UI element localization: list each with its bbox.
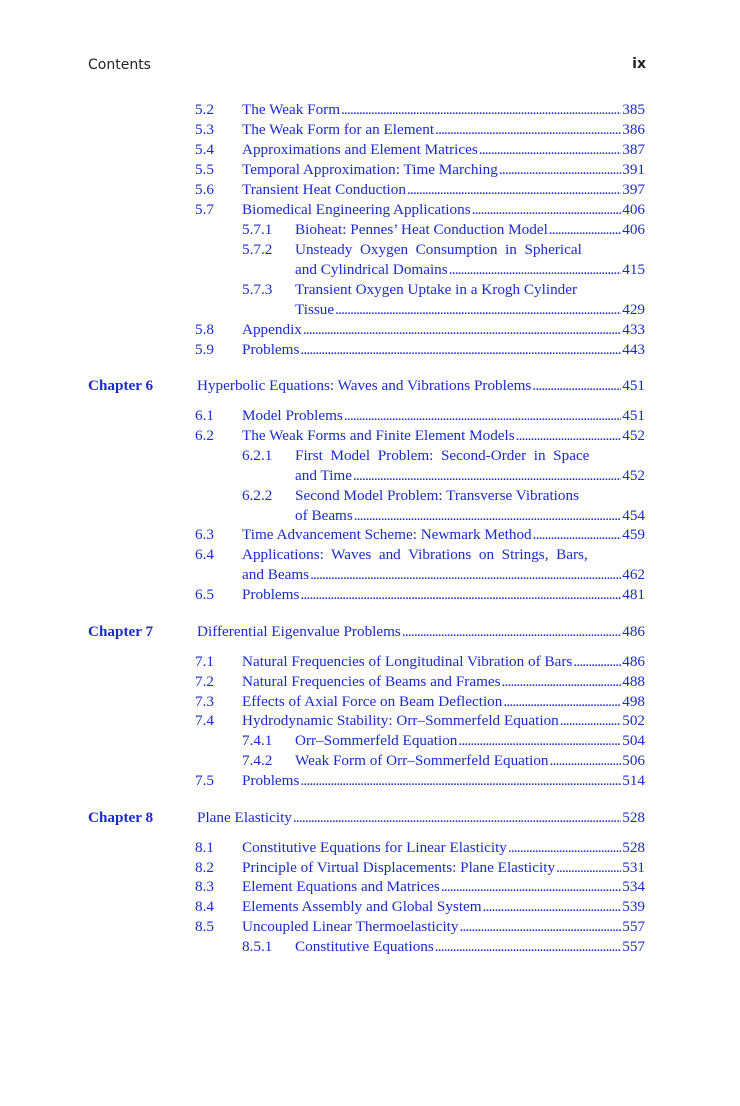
section-title: Weak Form of Orr–Sommerfeld Equation — [295, 752, 549, 769]
section-title: Constitutive Equations for Linear Elasticity — [242, 839, 507, 856]
section-number: 5.5 — [195, 161, 214, 178]
toc-entry-row[interactable] — [0, 937, 740, 957]
dot-leader — [300, 771, 621, 791]
section-number: 8.3 — [195, 878, 214, 895]
page-ref: 531 — [622, 859, 645, 876]
section-title: Appendix — [242, 321, 302, 338]
section-title: and Beams — [242, 566, 310, 583]
page-ref: 429 — [622, 301, 645, 318]
section-number: 7.4 — [195, 712, 214, 729]
dot-leader — [435, 937, 621, 957]
dot-leader — [502, 672, 622, 692]
section-title: Problems — [242, 586, 300, 603]
section-title: Element Equations and Matrices — [242, 878, 440, 895]
dot-leader — [293, 808, 621, 828]
toc-entry-row[interactable] — [0, 897, 740, 917]
section-title: Hydrodynamic Stability: Orr–Sommerfeld Equation — [242, 712, 559, 729]
section-number: 8.4 — [195, 898, 214, 915]
dot-leader — [310, 565, 621, 585]
toc-entry[interactable] — [295, 937, 645, 957]
section-number: 5.6 — [195, 181, 214, 198]
toc-entry-row[interactable] — [0, 406, 740, 426]
section-title: Tissue — [295, 301, 335, 318]
section-number: 6.3 — [195, 526, 214, 543]
section-number: 7.5 — [195, 772, 214, 789]
toc-entry-row[interactable] — [0, 140, 740, 160]
page-ref: 486 — [622, 623, 645, 640]
toc-entry[interactable] — [242, 585, 645, 605]
section-number: 6.2.1 — [242, 447, 273, 464]
section-title: and Time — [295, 467, 352, 484]
toc-entry-row[interactable] — [0, 280, 740, 300]
section-title: Effects of Axial Force on Beam Deflection — [242, 693, 503, 710]
toc-entry-row[interactable] — [0, 160, 740, 180]
page-ref: 514 — [622, 772, 645, 789]
toc-entry-row[interactable] — [0, 100, 740, 120]
page-ref: 451 — [622, 377, 645, 394]
page-ref: 557 — [622, 918, 645, 935]
dot-leader — [300, 585, 621, 605]
toc-entry[interactable] — [242, 406, 645, 426]
page-ref: 462 — [622, 566, 645, 583]
toc-entry[interactable] — [242, 426, 645, 446]
toc-entry[interactable] — [242, 838, 645, 858]
dot-leader — [560, 711, 621, 731]
toc-entry-row[interactable] — [0, 771, 740, 791]
toc-entry-row[interactable] — [0, 838, 740, 858]
toc-entry[interactable] — [242, 160, 645, 180]
toc-entry-row[interactable] — [0, 200, 740, 220]
section-title: Transient Heat Conduction — [242, 181, 406, 198]
section-number: 6.2.2 — [242, 487, 273, 504]
page-ref: 534 — [622, 878, 645, 895]
toc-entry[interactable] — [242, 180, 645, 200]
dot-leader — [532, 376, 621, 396]
toc-entry[interactable] — [242, 525, 645, 545]
toc-chapter-row[interactable] — [0, 622, 740, 642]
dot-leader — [458, 731, 621, 751]
section-number: 6.5 — [195, 586, 214, 603]
section-title: Constitutive Equations — [295, 938, 434, 955]
page-ref: 459 — [622, 526, 645, 543]
toc-entry-row[interactable] — [0, 731, 740, 751]
section-number: 5.9 — [195, 341, 214, 358]
section-title: Natural Frequencies of Beams and Frames — [242, 673, 501, 690]
section-number: 7.3 — [195, 693, 214, 710]
toc-entry-row[interactable] — [0, 220, 740, 240]
toc-entry[interactable] — [242, 692, 645, 712]
section-number: 6.1 — [195, 407, 214, 424]
page-ref: 557 — [622, 938, 645, 955]
section-title: The Weak Form — [242, 101, 341, 118]
toc-entry-row[interactable] — [0, 545, 740, 565]
page-ref: 528 — [622, 809, 645, 826]
page-ref: 481 — [622, 586, 645, 603]
toc-entry-row[interactable] — [0, 585, 740, 605]
toc-entry[interactable] — [242, 771, 645, 791]
toc-entry-row[interactable] — [0, 525, 740, 545]
page-ref: 452 — [622, 427, 645, 444]
section-number: 5.7.2 — [242, 241, 273, 258]
page-ref: 528 — [622, 839, 645, 856]
page-ref: 506 — [622, 752, 645, 769]
dot-leader — [407, 180, 621, 200]
section-title: Temporal Approximation: Time Marching — [242, 161, 498, 178]
toc-entry[interactable] — [197, 376, 645, 396]
page-ref: 386 — [622, 121, 645, 138]
section-title: Principle of Virtual Displacements: Plane Elasticity — [242, 859, 556, 876]
page-number: ix — [632, 56, 646, 72]
page-ref: 433 — [622, 321, 645, 338]
section-number: 7.4.2 — [242, 752, 273, 769]
page-ref: 415 — [622, 261, 645, 278]
dot-leader — [573, 652, 621, 672]
section-number: 5.7.3 — [242, 281, 273, 298]
section-title: Hyperbolic Equations: Waves and Vibrations Problems — [197, 377, 532, 394]
dot-leader — [303, 320, 621, 340]
toc-entry-row[interactable] — [0, 260, 740, 280]
dot-leader — [435, 120, 621, 140]
toc-chapter-row[interactable] — [0, 376, 740, 396]
section-title: Model Problems — [242, 407, 343, 424]
page-ref: 504 — [622, 732, 645, 749]
section-number: 7.2 — [195, 673, 214, 690]
section-number: 8.2 — [195, 859, 214, 876]
toc-entry[interactable] — [242, 652, 645, 672]
dot-leader — [300, 340, 621, 360]
toc-entry-row[interactable] — [0, 320, 740, 340]
dot-leader — [549, 220, 621, 240]
chapter-label: Chapter 6 — [88, 377, 154, 394]
toc-entry-row[interactable] — [0, 565, 740, 585]
section-title: Natural Frequencies of Longitudinal Vibration of Bars — [242, 653, 573, 670]
dot-leader — [533, 525, 622, 545]
section-title: Plane Elasticity — [197, 809, 292, 826]
dot-leader — [550, 751, 622, 771]
page-ref: 498 — [622, 693, 645, 710]
toc-entry[interactable] — [295, 260, 645, 280]
section-number: 5.4 — [195, 141, 214, 158]
toc-entry[interactable] — [242, 897, 645, 917]
running-header-title: Contents — [88, 57, 151, 73]
toc-entry[interactable] — [295, 731, 645, 751]
dot-leader — [479, 140, 621, 160]
section-title-line: First Model Problem: Second-Order in Space — [295, 447, 590, 464]
section-number: 8.5.1 — [242, 938, 273, 955]
dot-leader — [354, 506, 621, 526]
page-ref: 443 — [622, 341, 645, 358]
dot-leader — [353, 466, 621, 486]
section-title: Differential Eigenvalue Problems — [197, 623, 401, 640]
section-title: and Cylindrical Domains — [295, 261, 448, 278]
page-ref: 391 — [622, 161, 645, 178]
section-title-line: Second Model Problem: Transverse Vibrations — [295, 487, 579, 504]
section-title: The Weak Forms and Finite Element Models — [242, 427, 515, 444]
chapter-label: Chapter 7 — [88, 623, 154, 640]
dot-leader — [460, 917, 622, 937]
toc-entry-row[interactable] — [0, 120, 740, 140]
dot-leader — [508, 838, 621, 858]
toc-entry[interactable] — [242, 858, 645, 878]
toc-entry-row[interactable] — [0, 877, 740, 897]
toc-entry[interactable] — [295, 466, 645, 486]
toc-entry[interactable] — [242, 877, 645, 897]
page-ref: 452 — [622, 467, 645, 484]
toc-entry[interactable] — [197, 622, 645, 642]
toc-entry-row[interactable] — [0, 506, 740, 526]
toc-entry-row[interactable] — [0, 446, 740, 466]
toc-entry-row[interactable] — [0, 858, 740, 878]
section-title: The Weak Form for an Element — [242, 121, 435, 138]
toc-entry[interactable] — [242, 320, 645, 340]
toc-entry-row[interactable] — [0, 672, 740, 692]
dot-leader — [402, 622, 621, 642]
section-title-line: Applications: Waves and Vibrations on Strings, Bars, — [242, 546, 588, 563]
chapter-label: Chapter 8 — [88, 809, 154, 826]
page-ref: 539 — [622, 898, 645, 915]
toc-entry[interactable] — [295, 751, 645, 771]
section-title: Elements Assembly and Global System — [242, 898, 482, 915]
section-number: 5.7 — [195, 201, 214, 218]
toc-chapter-row[interactable] — [0, 808, 740, 828]
dot-leader — [483, 897, 622, 917]
toc-entry[interactable] — [242, 917, 645, 937]
section-title: Bioheat: Pennes’ Heat Conduction Model — [295, 221, 548, 238]
section-title: Approximations and Element Matrices — [242, 141, 478, 158]
toc-entry[interactable] — [242, 200, 645, 220]
toc-entry-row[interactable] — [0, 692, 740, 712]
toc-entry[interactable] — [242, 140, 645, 160]
toc-entry-row[interactable] — [0, 426, 740, 446]
toc-entry[interactable] — [242, 120, 645, 140]
toc-entry[interactable] — [197, 808, 645, 828]
toc-entry-row[interactable] — [0, 340, 740, 360]
toc-entry[interactable] — [295, 300, 645, 320]
dot-leader — [341, 100, 621, 120]
section-number: 5.8 — [195, 321, 214, 338]
section-title: Orr–Sommerfeld Equation — [295, 732, 458, 749]
toc-entry-row[interactable] — [0, 466, 740, 486]
toc-entry-row[interactable] — [0, 711, 740, 731]
toc-entry[interactable] — [295, 220, 645, 240]
page-ref: 486 — [622, 653, 645, 670]
section-title: Problems — [242, 341, 300, 358]
toc-entry[interactable] — [242, 100, 645, 120]
toc-entry[interactable] — [242, 711, 645, 731]
section-title: Problems — [242, 772, 300, 789]
dot-leader — [516, 426, 622, 446]
section-number: 5.2 — [195, 101, 214, 118]
toc-entry-row[interactable] — [0, 486, 740, 506]
page-ref: 406 — [622, 201, 645, 218]
section-title: Uncoupled Linear Thermoelasticity — [242, 918, 459, 935]
toc-entry-row[interactable] — [0, 652, 740, 672]
section-title-line: Transient Oxygen Uptake in a Krogh Cylinder — [295, 281, 578, 298]
section-title: Biomedical Engineering Applications — [242, 201, 471, 218]
dot-leader — [472, 200, 622, 220]
section-number: 5.7.1 — [242, 221, 273, 238]
dot-leader — [344, 406, 621, 426]
page-ref: 502 — [622, 712, 645, 729]
toc-entry-row[interactable] — [0, 300, 740, 320]
section-number: 7.1 — [195, 653, 214, 670]
toc-entry-row[interactable] — [0, 917, 740, 937]
section-number: 7.4.1 — [242, 732, 273, 749]
section-number: 5.3 — [195, 121, 214, 138]
dot-leader — [503, 692, 621, 712]
section-number: 6.2 — [195, 427, 214, 444]
dot-leader — [556, 858, 621, 878]
dot-leader — [499, 160, 621, 180]
toc-entry[interactable] — [242, 565, 645, 585]
page-ref: 488 — [622, 673, 645, 690]
toc-entry-row[interactable] — [0, 240, 740, 260]
toc-entry[interactable] — [242, 672, 645, 692]
toc-entry-row[interactable] — [0, 180, 740, 200]
page-ref: 454 — [622, 507, 645, 524]
dot-leader — [441, 877, 621, 897]
page-ref: 387 — [622, 141, 645, 158]
page-ref: 406 — [622, 221, 645, 238]
page-ref: 451 — [622, 407, 645, 424]
toc-entry[interactable] — [295, 506, 645, 526]
section-number: 8.5 — [195, 918, 214, 935]
dot-leader — [449, 260, 622, 280]
page-ref: 385 — [622, 101, 645, 118]
section-number: 6.4 — [195, 546, 214, 563]
toc-entry-row[interactable] — [0, 751, 740, 771]
section-title: Time Advancement Scheme: Newmark Method — [242, 526, 532, 543]
section-title: of Beams — [295, 507, 353, 524]
toc-entry[interactable] — [242, 340, 645, 360]
section-title-line: Unsteady Oxygen Consumption in Spherical — [295, 241, 582, 258]
page-ref: 397 — [622, 181, 645, 198]
section-number: 8.1 — [195, 839, 214, 856]
dot-leader — [335, 300, 621, 320]
